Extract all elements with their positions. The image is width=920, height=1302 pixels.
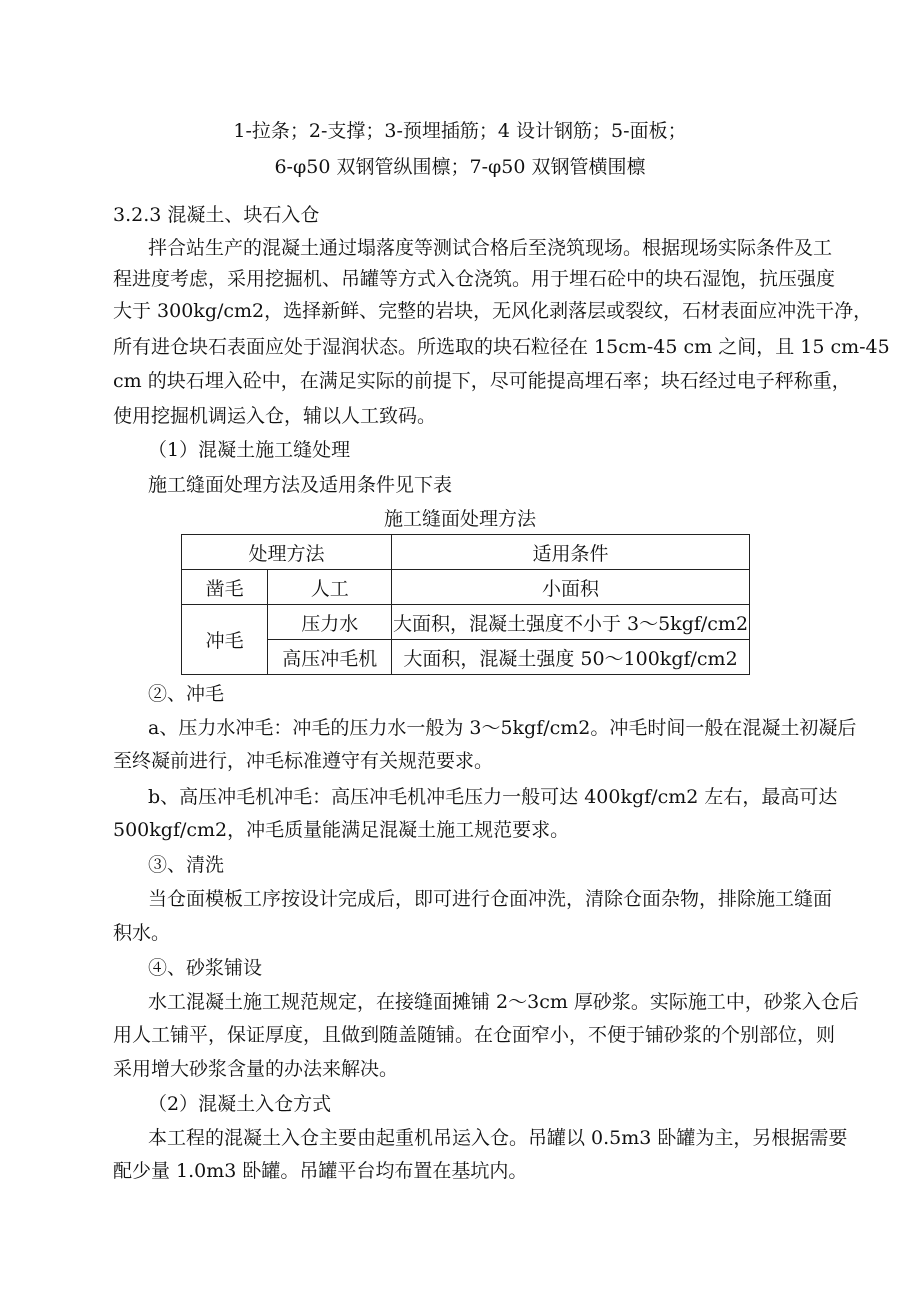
sub2-line: 配少量 1.0m3 卧罐。吊罐平台均布置在基坑内。 (113, 1160, 528, 1182)
sub-method-cell: 压力水 (268, 605, 392, 640)
table-title: 施工缝面处理方法 (383, 508, 536, 530)
item-4-line: 用人工铺平，保证厚度，且做到随盖随铺。在仓面窄小，不便于铺砂浆的个别部位，则 (113, 1024, 836, 1046)
section-heading: 3.2.3 混凝土、块石入仓 (113, 204, 320, 226)
item-3-line: 当仓面模板工序按设计完成后，即可进行仓面冲洗，清除仓面杂物，排除施工缝面 (148, 888, 833, 910)
item-4-line: 采用增大砂浆含量的办法来解决。 (113, 1058, 399, 1080)
condition-cell: 大面积，混凝土强度 50～100kgf/cm2 (392, 640, 750, 675)
sub-method-cell: 人工 (268, 570, 392, 605)
table-row (182, 605, 750, 640)
item-4-line: 水工混凝土施工规范规定，在接缝面摊铺 2～3cm 厚砂浆。实际施工中，砂浆入仓后 (148, 991, 859, 1013)
header-method-cell: 处理方法 (182, 535, 392, 570)
condition-cell: 大面积，混凝土强度不小于 3～5kgf/cm2 (392, 605, 750, 640)
figure-caption-line-2: 6-φ50 双钢管纵围檩；7-φ50 双钢管横围檩 (274, 156, 646, 178)
treatment-methods-table (181, 534, 750, 675)
method-cell: 冲毛 (182, 605, 268, 675)
intro-line: cm 的块石埋入砼中，在满足实际的前提下，尽可能提高埋石率；块石经过电子秤称重， (113, 370, 851, 392)
item-heading-4: ④、砂浆铺设 (148, 957, 263, 979)
intro-line: 拌合站生产的混凝土通过塌落度等测试合格后至浇筑现场。根据现场实际条件及工 (148, 237, 833, 259)
item-heading-2: ②、冲毛 (148, 683, 225, 705)
item-2a-line: a、压力水冲毛：冲毛的压力水一般为 3～5kgf/cm2。冲毛时间一般在混凝土初凝后 (148, 717, 857, 739)
sub2-line: 本工程的混凝土入仓主要由起重机吊运入仓。吊罐以 0.5m3 卧罐为主，另根据需要 (148, 1127, 848, 1149)
item-2b-line: b、高压冲毛机冲毛：高压冲毛机冲毛压力一般可达 400kgf/cm2 左右，最高可达 (148, 786, 838, 808)
subsection-heading-2: （2）混凝土入仓方式 (148, 1093, 332, 1115)
item-heading-3: ③、清洗 (148, 854, 225, 876)
figure-caption-line-1: 1-拉条；2-支撑；3-预埋插筋；4 设计钢筋；5-面板； (233, 120, 687, 142)
subsection-heading-1: （1）混凝土施工缝处理 (148, 439, 351, 461)
header-condition-cell: 适用条件 (392, 535, 750, 570)
condition-cell: 小面积 (392, 570, 750, 605)
intro-line: 大于 300kg/cm2，选择新鲜、完整的岩块，无风化剥落层或裂纹，石材表面应冲洗干净， (113, 300, 873, 322)
item-2b-line: 500kgf/cm2，冲毛质量能满足混凝土施工规范要求。 (113, 819, 570, 841)
table-header-row (182, 535, 750, 570)
sub-method-cell: 高压冲毛机 (268, 640, 392, 675)
intro-line: 使用挖掘机调运入仓，辅以人工致码。 (113, 405, 437, 427)
intro-line: 程进度考虑，采用挖掘机、吊罐等方式入仓浇筑。用于埋石砼中的块石湿饱，抗压强度 (113, 268, 836, 290)
method-cell: 凿毛 (182, 570, 268, 605)
table-intro: 施工缝面处理方法及适用条件见下表 (148, 474, 453, 496)
intro-line: 所有进仓块石表面应处于湿润状态。所选取的块石粒径在 15cm-45 cm 之间，且 15 cm-45 (113, 336, 890, 358)
item-3-line: 积水。 (113, 922, 171, 944)
item-2a-line: 至终凝前进行，冲毛标准遵守有关规范要求。 (113, 750, 494, 772)
table-row (182, 570, 750, 605)
